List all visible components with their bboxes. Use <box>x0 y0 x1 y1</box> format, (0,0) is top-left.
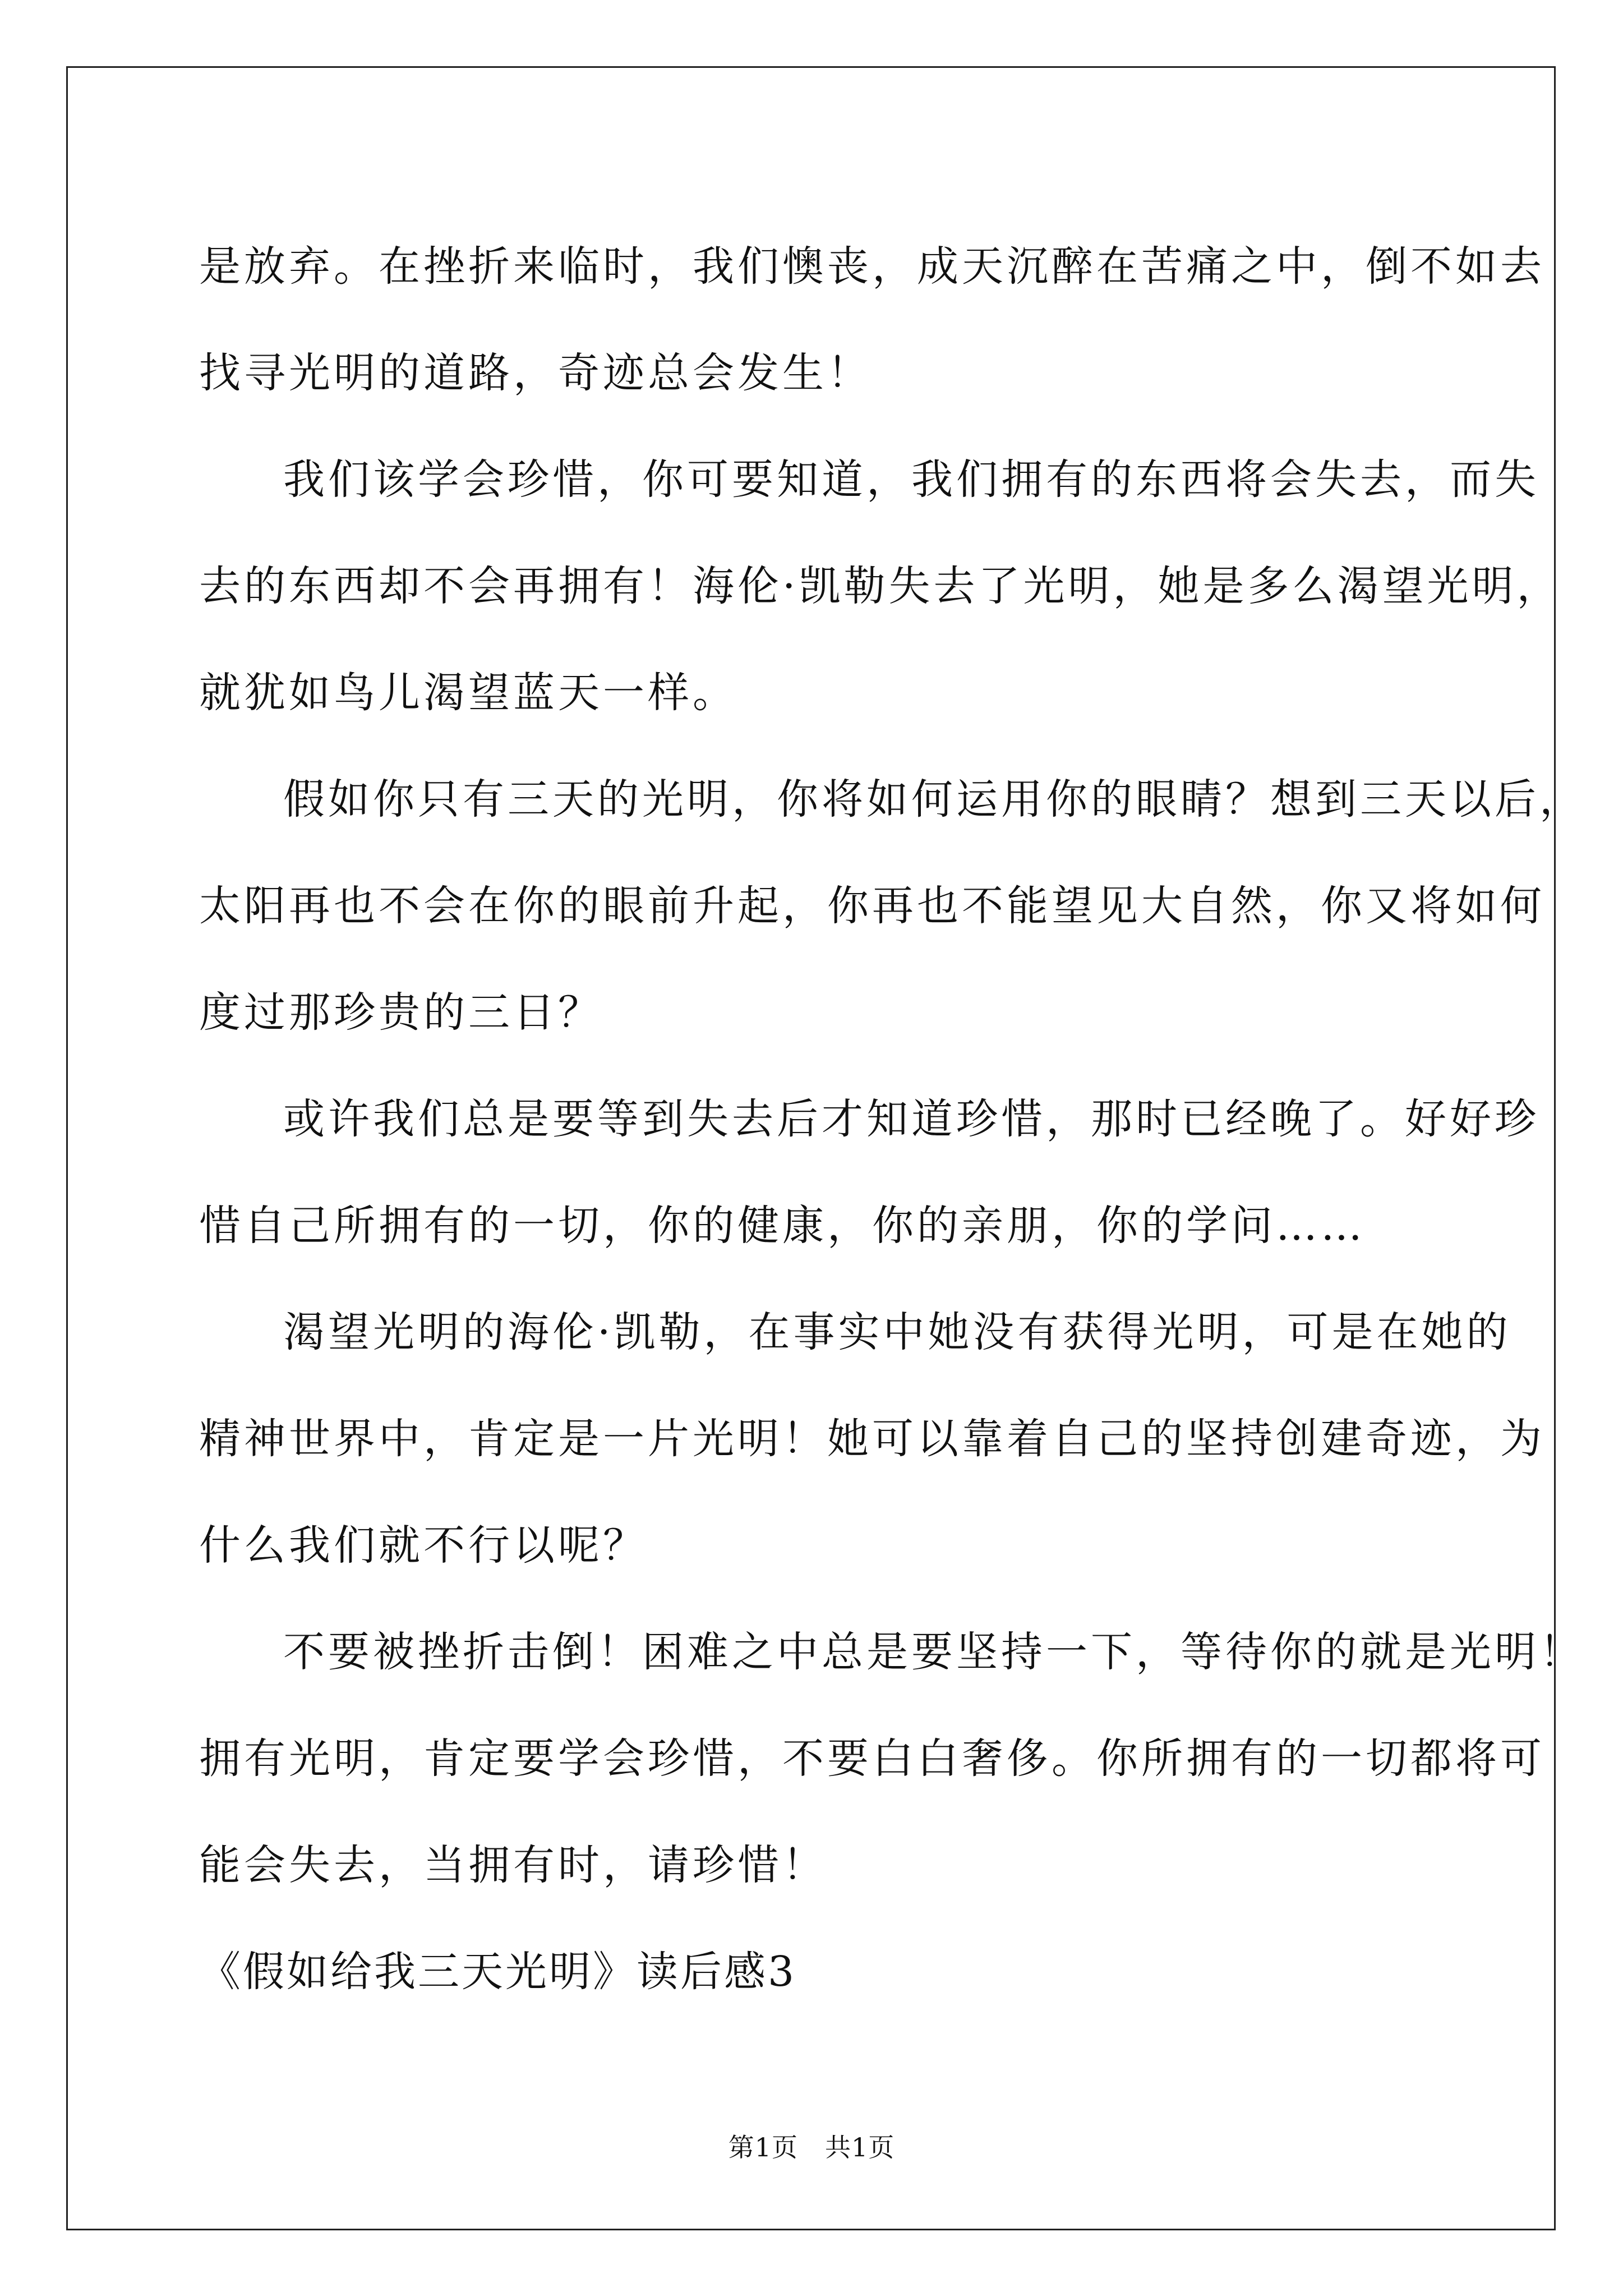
text-line: 就犹如鸟儿渴望蓝天一样。 <box>199 669 737 717</box>
text-line: 渴望光明的海伦·凯勒，在事实中她没有获得光明，可是在她的 <box>283 1308 1511 1356</box>
document-body <box>199 213 1584 2025</box>
text-line: 不要被挫折击倒！困难之中总是要坚持一下，等待你的就是光明！ <box>283 1628 1584 1676</box>
paragraph-3 <box>199 746 1584 1066</box>
text-line: 太阳再也不会在你的眼前升起，你再也不能望见大自然，你又将如何 <box>199 882 1545 930</box>
text-line: 度过那珍贵的三日？ <box>199 988 603 1037</box>
text-line: 假如你只有三天的光明，你将如何运用你的眼睛？想到三天以后， <box>283 775 1584 823</box>
page-number-total: 共1页 <box>825 2132 895 2162</box>
page-footer <box>0 2127 1623 2164</box>
text-line: 拥有光明，肯定要学会珍惜，不要白白奢侈。你所拥有的一切都将可 <box>199 1734 1545 1783</box>
page-number-current: 第1页 <box>728 2132 798 2162</box>
section-heading: 《假如给我三天光明》读后感3 <box>199 1948 797 1996</box>
text-line: 什么我们就不行以呢？ <box>199 1521 648 1570</box>
text-line: 惜自己所拥有的一切，你的健康，你的亲朋，你的学问…… <box>199 1202 1366 1250</box>
text-line: 找寻光明的道路，奇迹总会发生！ <box>199 349 872 397</box>
text-line: 我们该学会珍惜，你可要知道，我们拥有的东西将会失去，而失 <box>283 455 1539 504</box>
paragraph-2 <box>199 426 1562 746</box>
text-line: 或许我们总是要等到失去后才知道珍惜，那时已经晚了。好好珍 <box>283 1095 1539 1143</box>
paragraph-5 <box>199 1279 1545 1599</box>
paragraph-4 <box>199 1066 1539 1279</box>
paragraph-6 <box>199 1599 1584 1918</box>
text-line: 去的东西却不会再拥有！海伦·凯勒失去了光明，她是多么渴望光明， <box>199 562 1562 610</box>
paragraph-1 <box>199 213 1545 426</box>
text-line: 精神世界中，肯定是一片光明！她可以靠着自己的坚持创建奇迹，为 <box>199 1415 1545 1463</box>
text-line: 是放弃。在挫折来临时，我们懊丧，成天沉醉在苦痛之中，倒不如去 <box>199 242 1545 291</box>
text-line: 能会失去，当拥有时，请珍惜！ <box>199 1841 827 1889</box>
